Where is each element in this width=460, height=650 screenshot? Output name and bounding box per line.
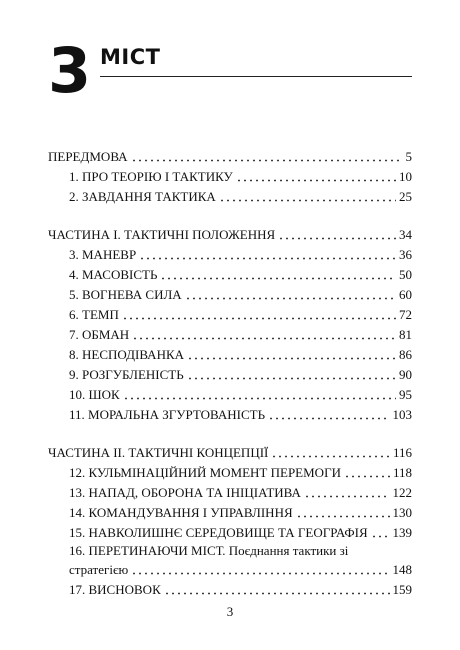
toc-entry[interactable] bbox=[48, 284, 412, 304]
toc-page-number: 90 bbox=[399, 367, 412, 382]
toc-page-number: 118 bbox=[392, 465, 412, 480]
dot-leader bbox=[278, 237, 396, 240]
toc-entry[interactable] bbox=[48, 522, 412, 542]
toc-entry-title: 6. ТЕМП bbox=[69, 307, 119, 322]
toc-group bbox=[48, 224, 412, 424]
dot-leader bbox=[139, 257, 396, 260]
chapter-header bbox=[48, 34, 412, 107]
toc-page-number: 72 bbox=[399, 307, 412, 322]
toc-entry-title: 10. ШОК bbox=[69, 387, 120, 402]
toc-page-number: 5 bbox=[405, 149, 412, 164]
toc-group bbox=[48, 146, 412, 206]
toc-entry-title: 15. НАВКОЛИШНЄ СЕРЕДОВИЩЕ ТА ГЕОГРАФІЯ bbox=[69, 525, 368, 540]
group-spacer bbox=[48, 206, 412, 224]
dot-leader bbox=[271, 455, 390, 458]
toc-entry-title: 17. ВИСНОВОК bbox=[69, 582, 161, 597]
toc-entry-title: 4. МАСОВІСТЬ bbox=[69, 267, 158, 282]
dot-leader bbox=[122, 317, 396, 320]
toc-page-number: 81 bbox=[399, 327, 412, 342]
toc-entry[interactable] bbox=[48, 384, 412, 404]
table-of-contents bbox=[48, 146, 412, 599]
dot-leader bbox=[371, 535, 390, 538]
toc-entry[interactable] bbox=[48, 404, 412, 424]
group-spacer bbox=[48, 424, 412, 442]
toc-entry-title: 2. ЗАВДАННЯ ТАКТИКА bbox=[69, 189, 216, 204]
dot-leader bbox=[344, 475, 390, 478]
toc-entry[interactable] bbox=[48, 244, 412, 264]
toc-entry-title: 12. КУЛЬМІНАЦІЙНИЙ МОМЕНТ ПЕРЕМОГИ bbox=[69, 465, 341, 480]
toc-entry-title: 8. НЕСПОДІВАНКА bbox=[69, 347, 185, 362]
toc-page-number: 148 bbox=[392, 562, 412, 577]
chapter-number: 3 bbox=[48, 34, 91, 107]
dot-leader bbox=[268, 417, 389, 420]
toc-page-number: 130 bbox=[392, 505, 412, 520]
dot-leader bbox=[185, 297, 396, 300]
toc-entry[interactable] bbox=[48, 186, 412, 206]
toc-group bbox=[48, 442, 412, 542]
toc-entry-title: 5. ВОГНЕВА СИЛА bbox=[69, 287, 182, 302]
toc-entry-title: 11. МОРАЛЬНА ЗГУРТОВАНІСТЬ bbox=[69, 407, 266, 422]
toc-entry-title: 7. ОБМАН bbox=[69, 327, 130, 342]
toc-entry[interactable] bbox=[48, 324, 412, 344]
toc-entry-title: ЧАСТИНА І. ТАКТИЧНІ ПОЛОЖЕННЯ bbox=[48, 227, 276, 242]
toc-entry-continuation bbox=[69, 560, 412, 579]
dot-leader bbox=[187, 377, 396, 380]
toc-page-number: 159 bbox=[392, 582, 412, 597]
toc-entry-title: 14. КОМАНДУВАННЯ І УПРАВЛІННЯ bbox=[69, 505, 293, 520]
toc-page-number: 139 bbox=[392, 525, 412, 540]
header-rule bbox=[100, 76, 412, 77]
dot-leader bbox=[132, 337, 396, 340]
toc-entry[interactable] bbox=[48, 579, 412, 599]
toc-page-number: 103 bbox=[392, 407, 412, 422]
toc-entry[interactable] bbox=[48, 264, 412, 284]
dot-leader bbox=[123, 397, 396, 400]
dot-leader bbox=[187, 357, 396, 360]
toc-page-number: 36 bbox=[399, 247, 412, 262]
toc-entry[interactable] bbox=[48, 146, 412, 166]
toc-entry-title: 1. ПРО ТЕОРІЮ І ТАКТИКУ bbox=[69, 169, 233, 184]
toc-entry[interactable] bbox=[48, 364, 412, 384]
toc-entry[interactable] bbox=[48, 166, 412, 186]
toc-entry[interactable] bbox=[48, 442, 412, 462]
toc-entry[interactable] bbox=[48, 542, 412, 579]
toc-page-number: 95 bbox=[399, 387, 412, 402]
toc-page-number: 116 bbox=[392, 445, 412, 460]
toc-page-number: 60 bbox=[399, 287, 412, 302]
toc-page-number: 86 bbox=[399, 347, 412, 362]
toc-entry[interactable] bbox=[48, 482, 412, 502]
dot-leader bbox=[304, 495, 390, 498]
toc-entry[interactable] bbox=[48, 344, 412, 364]
toc-entry-title: ЧАСТИНА ІІ. ТАКТИЧНІ КОНЦЕПЦІЇ bbox=[48, 445, 269, 460]
toc-page-number: 50 bbox=[399, 267, 412, 282]
toc-entry-title: 9. РОЗГУБЛЕНІСТЬ bbox=[69, 367, 184, 382]
dot-leader bbox=[236, 179, 396, 182]
chapter-title: МІСТ bbox=[100, 45, 161, 69]
dot-leader bbox=[160, 277, 396, 280]
toc-entry[interactable] bbox=[48, 224, 412, 244]
toc-page-number: 122 bbox=[392, 485, 412, 500]
dot-leader bbox=[219, 199, 396, 202]
toc-entry-title-cont: стратегією bbox=[69, 562, 129, 577]
toc-entry[interactable] bbox=[48, 502, 412, 522]
page-number: 3 bbox=[226, 604, 234, 619]
toc-page-number: 10 bbox=[399, 169, 412, 184]
dot-leader bbox=[131, 159, 403, 162]
toc-entry-title: 3. МАНЕВР bbox=[69, 247, 137, 262]
toc-entry-title: 13. НАПАД, ОБОРОНА ТА ІНІЦІАТИВА bbox=[69, 485, 301, 500]
dot-leader bbox=[164, 592, 390, 595]
toc-entry[interactable] bbox=[48, 304, 412, 324]
dot-leader bbox=[131, 572, 389, 575]
toc-page-number: 25 bbox=[399, 189, 412, 204]
toc-entry-title: 16. ПЕРЕТИНАЮЧИ МІСТ. Поєднання тактики зі bbox=[69, 543, 349, 558]
toc-page-number: 34 bbox=[399, 227, 412, 242]
toc-entry-title: ПЕРЕДМОВА bbox=[48, 149, 128, 164]
dot-leader bbox=[296, 515, 390, 518]
toc-entry[interactable] bbox=[48, 462, 412, 482]
